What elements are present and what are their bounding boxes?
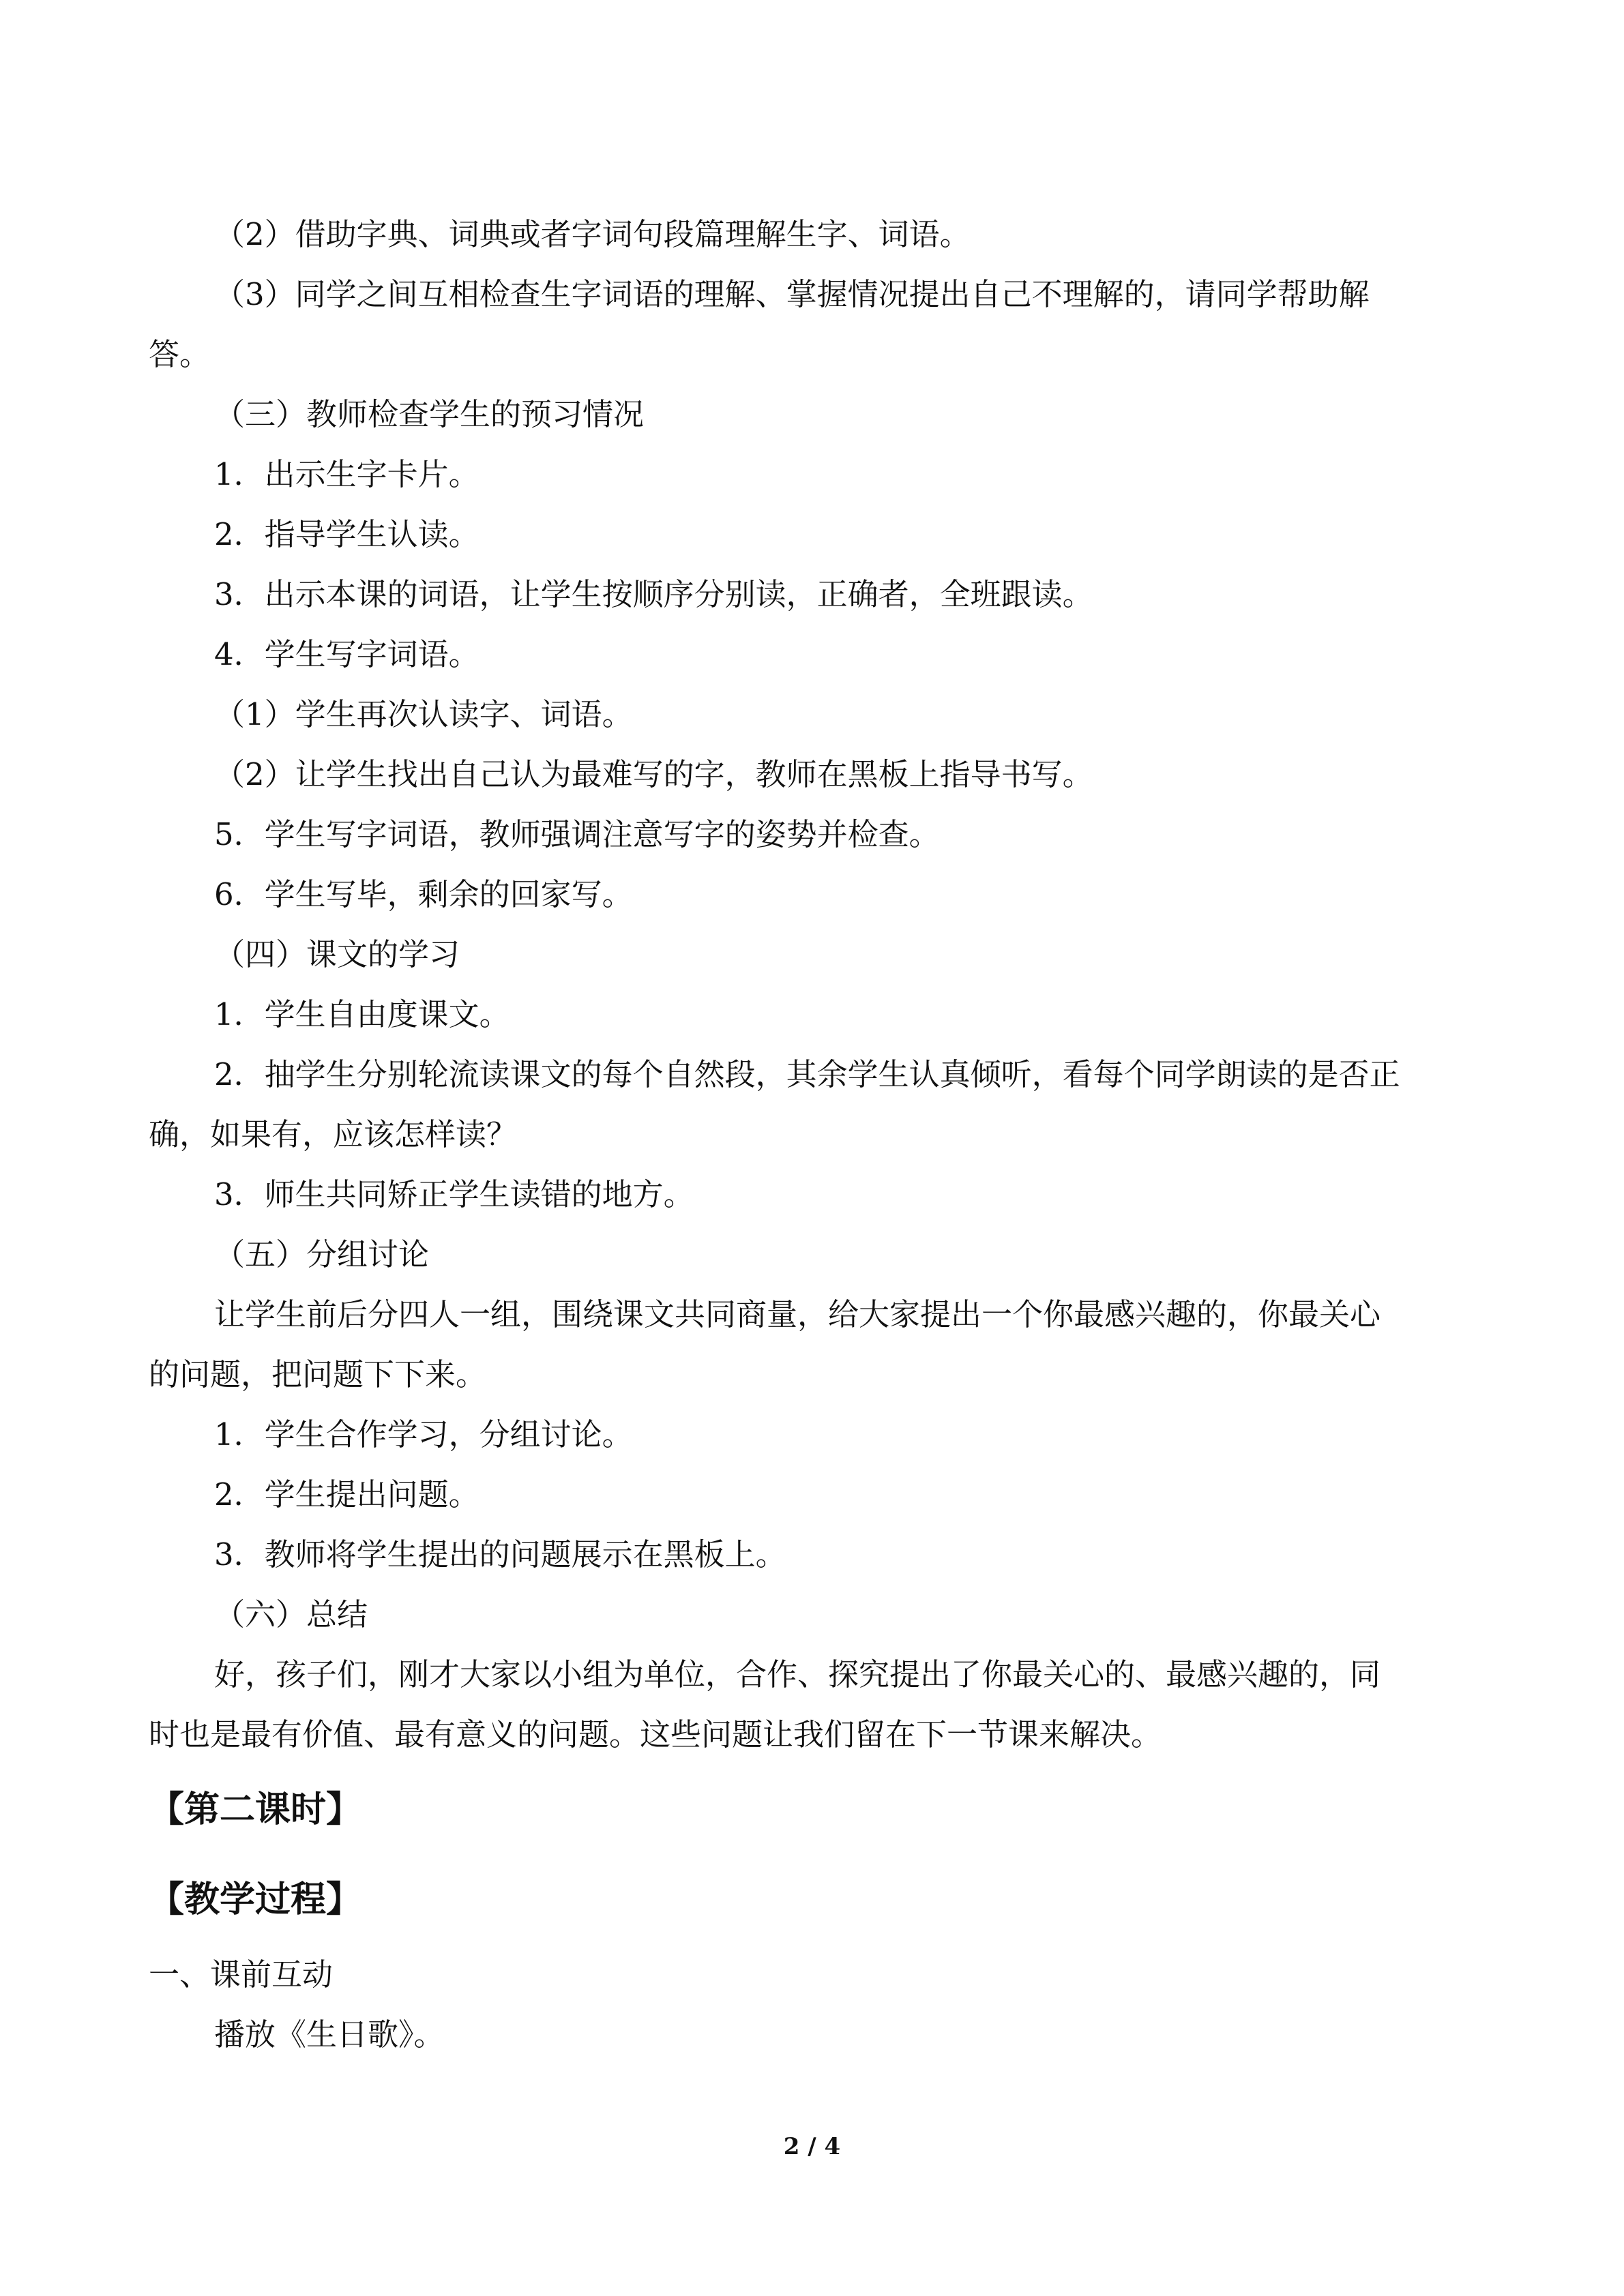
list-item: 3．出示本课的词语，让学生按顺序分别读，正确者，全班跟读。 [214, 576, 1093, 612]
list-item: 2．学生提出问题。 [214, 1476, 479, 1512]
paragraph-line: 好，孩子们，刚才大家以小组为单位，合作、探究提出了你最关心的、最感兴趣的，同 [214, 1656, 1381, 1693]
list-item: 1．学生自由度课文。 [214, 996, 510, 1032]
section-subheading: （三）教师检查学生的预习情况 [214, 396, 645, 432]
lesson-heading: 【第二课时】 [149, 1789, 362, 1830]
list-item: （2）让学生找出自己认为最难写的字，教师在黑板上指导书写。 [214, 756, 1093, 792]
paragraph-line: （3）同学之间互相检查生字词语的理解、掌握情况提出自己不理解的，请同学帮助解 [214, 276, 1370, 312]
paragraph-line: 让学生前后分四人一组，围绕课文共同商量，给大家提出一个你最感兴趣的，你最关心 [214, 1296, 1381, 1332]
section-subheading: （六）总结 [214, 1596, 368, 1632]
list-item: 1．学生合作学习，分组讨论。 [214, 1416, 633, 1452]
list-item: 2．抽学生分别轮流读课文的每个自然段，其余学生认真倾听，看每个同学朗读的是否正 [214, 1056, 1400, 1092]
list-item: （1）学生再次认读字、词语。 [214, 696, 633, 732]
list-item: 4．学生写字词语。 [214, 636, 479, 672]
list-item: 2．指导学生认读。 [214, 516, 479, 552]
list-item: 1．出示生字卡片。 [214, 456, 479, 492]
section-subheading: （五）分组讨论 [214, 1236, 430, 1272]
section-subheading: （四）课文的学习 [214, 936, 460, 972]
list-item: 3．教师将学生提出的问题展示在黑板上。 [214, 1536, 786, 1572]
paragraph-line: 答。 [149, 336, 211, 372]
list-item: 6．学生写毕，剩余的回家写。 [214, 876, 633, 912]
page-number: 2 / 4 [783, 2133, 841, 2160]
paragraph-line: 确，如果有，应该怎样读？ [149, 1116, 518, 1152]
paragraph-line: 的问题，把问题下下来。 [149, 1356, 487, 1392]
list-item: 5．学生写字词语，教师强调注意写字的姿势并检查。 [214, 816, 940, 852]
process-heading: 【教学过程】 [149, 1879, 362, 1920]
section-heading: 一、课前互动 [149, 1956, 334, 1993]
list-item: 3．师生共同矫正学生读错的地方。 [214, 1176, 694, 1212]
paragraph-line: 时也是最有价值、最有意义的问题。这些问题让我们留在下一节课来解决。 [149, 1716, 1162, 1753]
paragraph-line: （2）借助字典、词典或者字词句段篇理解生字、词语。 [214, 216, 971, 252]
document-body [149, 205, 1486, 2065]
paragraph-line: 播放《生日歌》。 [214, 2016, 445, 2053]
